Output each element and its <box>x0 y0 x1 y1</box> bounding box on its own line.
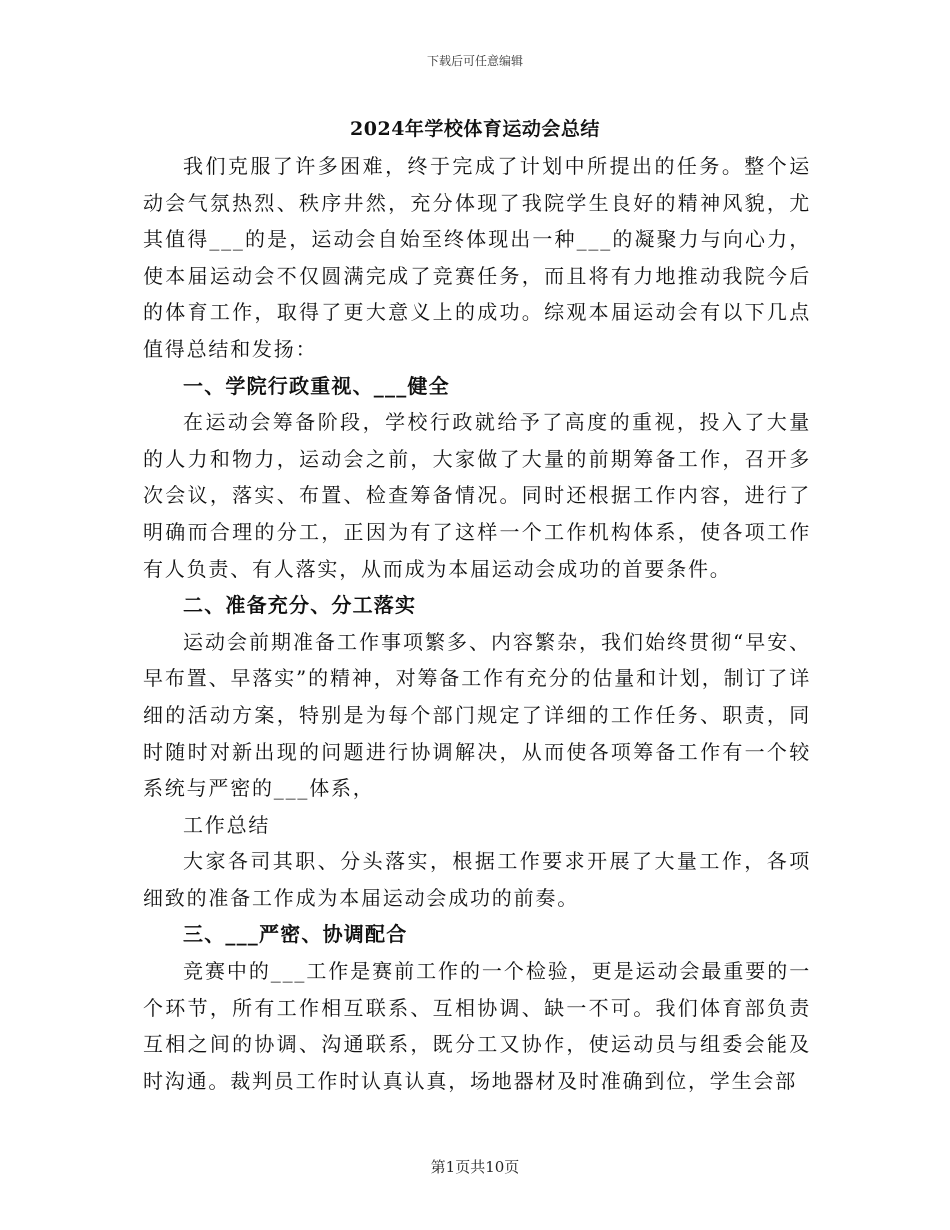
section-heading-2: 二、准备充分、分工落实 <box>183 593 417 618</box>
document-body <box>143 148 811 1099</box>
section-2-continuation: 大家各司其职、分头落实，根据工作要求开展了大量工作，各项细致的准备工作成为本届运动会成功的前奏。 <box>143 849 811 910</box>
section-heading-3: 三、___严密、协调配合 <box>183 922 408 947</box>
document-title: 2024年学校体育运动会总结 <box>350 118 600 140</box>
section-heading-1: 一、学院行政重视、___健全 <box>183 373 450 398</box>
section-1-paragraph: 在运动会筹备阶段，学校行政就给予了高度的重视，投入了大量的人力和物力，运动会之前，大家做了大量的前期筹备工作，召开多次会议，落实、布置、检查筹备情况。同时还根据工作内容，进行了明确而合理的分工，正因为有了这样一个工作机构体系，使各项工作有人负责、有人落实，从而成为本届运动会成功的首要条件。 <box>143 410 811 581</box>
section-2-paragraph: 运动会前期准备工作事项繁多、内容繁杂，我们始终贯彻“早安、早布置、早落实”的精神，对筹备工作有充分的估量和计划，制订了详细的活动方案，特别是为每个部门规定了详细的工作任务、职责，同时随时对新出现的问题进行协调解决，从而使各项筹备工作有一个较系统与严密的___体系， <box>143 629 811 801</box>
intro-paragraph: 我们克服了许多困难，终于完成了计划中所提出的任务。整个运动会气氛热烈、秩序井然，充分体现了我院学生良好的精神风貌，尤其值得___的是，运动会自始至终体现出一种___的凝聚力与向心力，使本届运动会不仅圆满完成了竞赛任务，而且将有力地推动我院今后的体育工作，取得了更大意义上的成功。综观本届运动会有以下几点值得总结和发扬： <box>143 154 811 361</box>
page-number: 第1页共10页 <box>430 1158 520 1176</box>
header-note: 下载后可任意编辑 <box>426 54 523 68</box>
work-summary-label: 工作总结 <box>183 812 271 837</box>
section-3-paragraph: 竞赛中的___工作是赛前工作的一个检验，更是运动会最重要的一个环节，所有工作相互联系、互相协调、缺一不可。我们体育部负责互相之间的协调、沟通联系，既分工又协作，使运动员与组委会能及时沟通。裁判员工作时认真认真，场地器材及时准确到位，学生会部 <box>143 959 811 1093</box>
